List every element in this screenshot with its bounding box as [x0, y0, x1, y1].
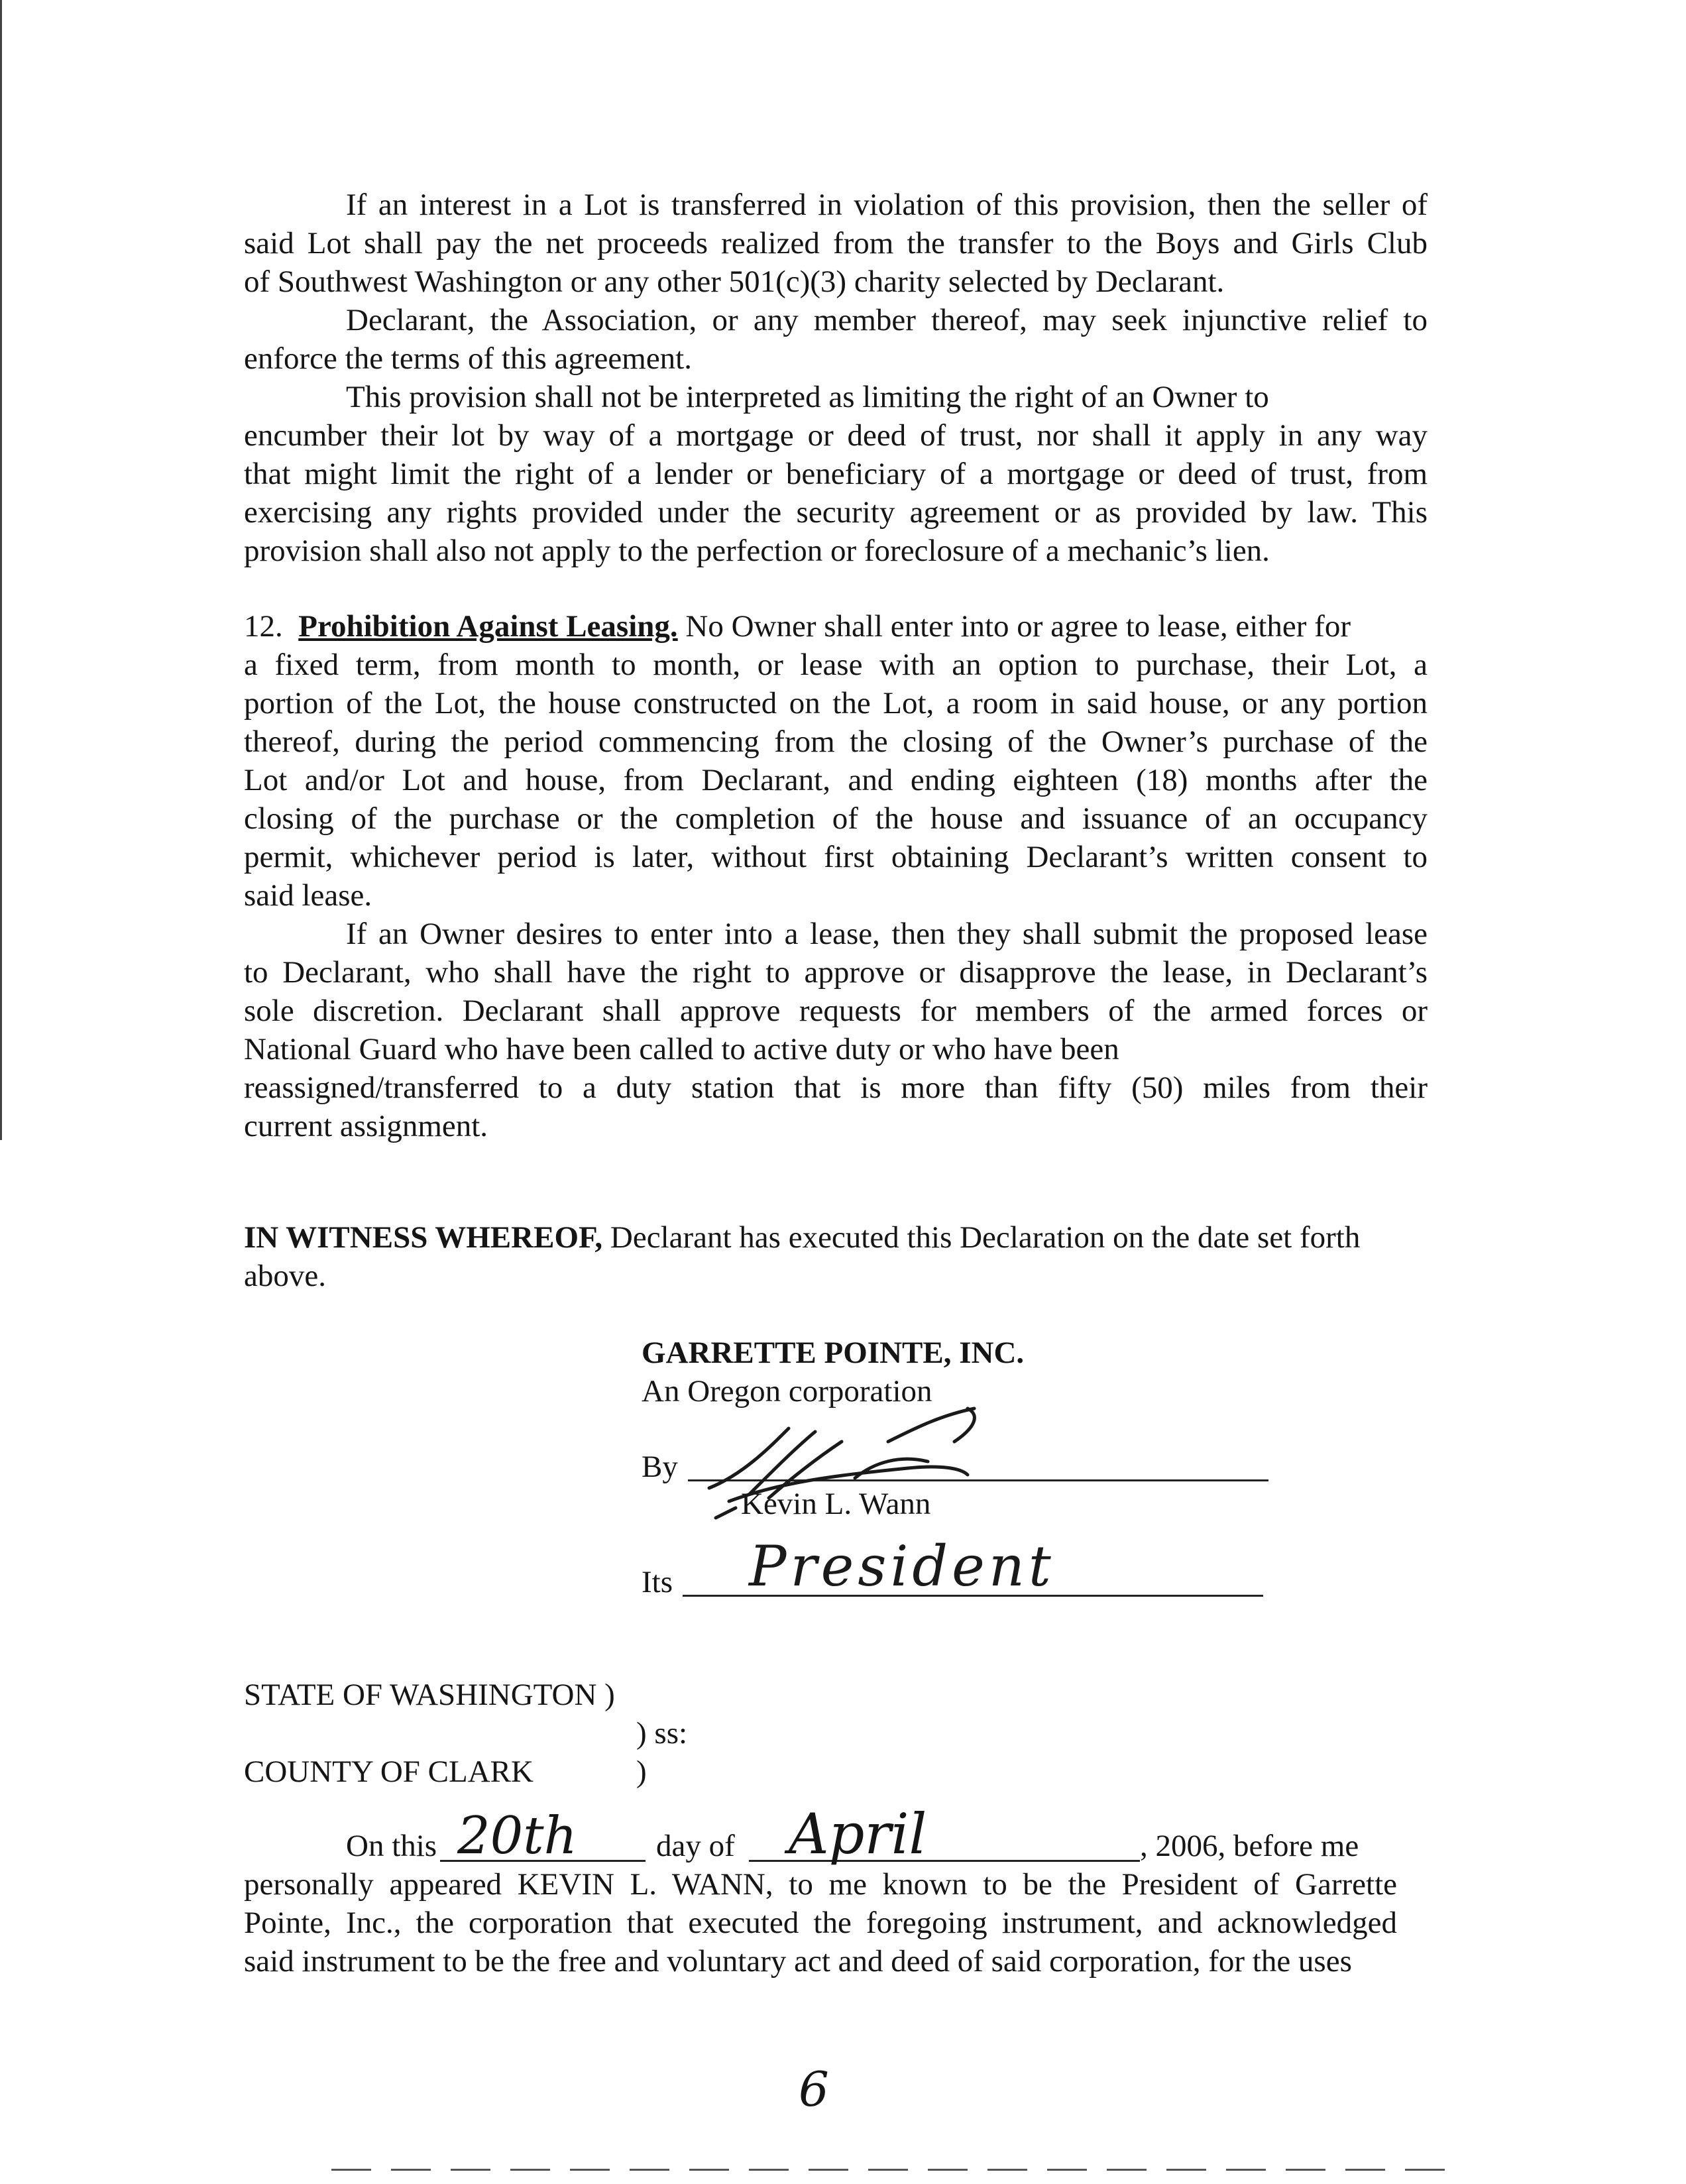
paragraph-line: said Lot shall pay the net proceeds realized from the transfer to the Boys and Girls Club	[244, 226, 1428, 260]
witness-bold: IN WITNESS WHEREOF,	[244, 1220, 603, 1255]
paragraph-line: reassigned/transferred to a duty station that is more than fifty (50) miles from their	[244, 1070, 1428, 1105]
paragraph-line: exercising any rights provided under the security agreement or as provided by law. This	[244, 495, 1428, 530]
venue-county: COUNTY OF CLARK	[244, 1754, 534, 1789]
section-first-line-text: No Owner shall enter into or agree to lease, either for	[685, 609, 1351, 644]
paragraph-line: portion of the Lot, the house constructed on the Lot, a room in said house, or any portion	[244, 686, 1428, 720]
paragraph-line: This provision shall not be interpreted as limiting the right of an Owner to	[346, 380, 1269, 414]
its-label: Its	[642, 1565, 673, 1599]
by-label: By	[642, 1450, 678, 1484]
paragraph-line: National Guard who have been called to active duty or who have been	[244, 1032, 1119, 1066]
ack-day-handwritten: 20th	[457, 1806, 577, 1866]
ack-on-this: On this	[346, 1829, 437, 1863]
paragraph-line: Lot and/or Lot and house, from Declarant, and ending eighteen (18) months after the	[244, 763, 1428, 797]
paragraph-line: personally appeared KEVIN L. WANN, to me known to be the President of Garrette	[244, 1867, 1397, 1902]
section-12-first-line	[244, 607, 1351, 646]
ack-year-text: , 2006, before me	[1140, 1829, 1359, 1863]
paragraph-line: current assignment.	[244, 1109, 488, 1143]
paragraph-line: said lease.	[244, 878, 372, 913]
venue-state: STATE OF WASHINGTON )	[244, 1678, 615, 1712]
section-number: 12.	[244, 609, 283, 644]
company-name: GARRETTE POINTE, INC.	[642, 1336, 1025, 1370]
page-number-handwritten: 6	[799, 2061, 829, 2117]
paragraph-line: Pointe, Inc., the corporation that executed the foregoing instrument, and acknowledged	[244, 1906, 1397, 1940]
scan-margin-line	[0, 0, 2, 1140]
paragraph-line: said instrument to be the free and voluntary act and deed of said corporation, for the uses	[244, 1944, 1352, 1979]
scan-footer-marks	[331, 2169, 1458, 2171]
witness-text: Declarant has executed this Declaration on the date set forth	[610, 1220, 1361, 1255]
paragraph-line: thereof, during the period commencing from the closing of the Owner’s purchase of the	[244, 724, 1428, 759]
section-heading: Prohibition Against Leasing.	[298, 609, 678, 644]
its-title-handwritten: President	[749, 1534, 1055, 1599]
paragraph-line: a fixed term, from month to month, or lease with an option to purchase, their Lot, a	[244, 648, 1428, 682]
paragraph-line: enforce the terms of this agreement.	[244, 341, 692, 376]
paragraph-line: that might limit the right of a lender or beneficiary of a mortgage or deed of trust, from	[244, 457, 1428, 491]
ack-month-handwritten: April	[789, 1802, 927, 1867]
paragraph-line: of Southwest Washington or any other 501(c)(3) charity selected by Declarant.	[244, 264, 1225, 299]
paragraph-line: sole discretion. Declarant shall approve requests for members of the armed forces or	[244, 994, 1428, 1028]
paragraph-line: encumber their lot by way of a mortgage or deed of trust, nor shall it apply in any way	[244, 418, 1428, 453]
signer-name: Kevin L. Wann	[741, 1487, 931, 1521]
witness-line-2: above.	[244, 1259, 326, 1293]
venue-county-paren: )	[636, 1754, 647, 1789]
company-type: An Oregon corporation	[642, 1374, 932, 1408]
paragraph-line: If an Owner desires to enter into a lease, then they shall submit the proposed lease	[346, 917, 1428, 951]
paragraph-line: Declarant, the Association, or any member thereof, may seek injunctive relief to	[346, 303, 1428, 337]
paragraph-line: If an interest in a Lot is transferred in violation of this provision, then the seller of	[346, 188, 1428, 222]
paragraph-line: permit, whichever period is later, without first obtaining Declarant’s written consent to	[244, 840, 1428, 874]
venue-ss: ) ss:	[636, 1716, 688, 1751]
paragraph-line: to Declarant, who shall have the right to approve or disapprove the lease, in Declarant’s	[244, 955, 1428, 990]
witness-line	[244, 1218, 1360, 1257]
paragraph-line: provision shall also not apply to the perfection or foreclosure of a mechanic’s lien.	[244, 534, 1270, 568]
ack-day-of: day of	[656, 1829, 735, 1863]
paragraph-line: closing of the purchase or the completion of the house and issuance of an occupancy	[244, 801, 1428, 836]
